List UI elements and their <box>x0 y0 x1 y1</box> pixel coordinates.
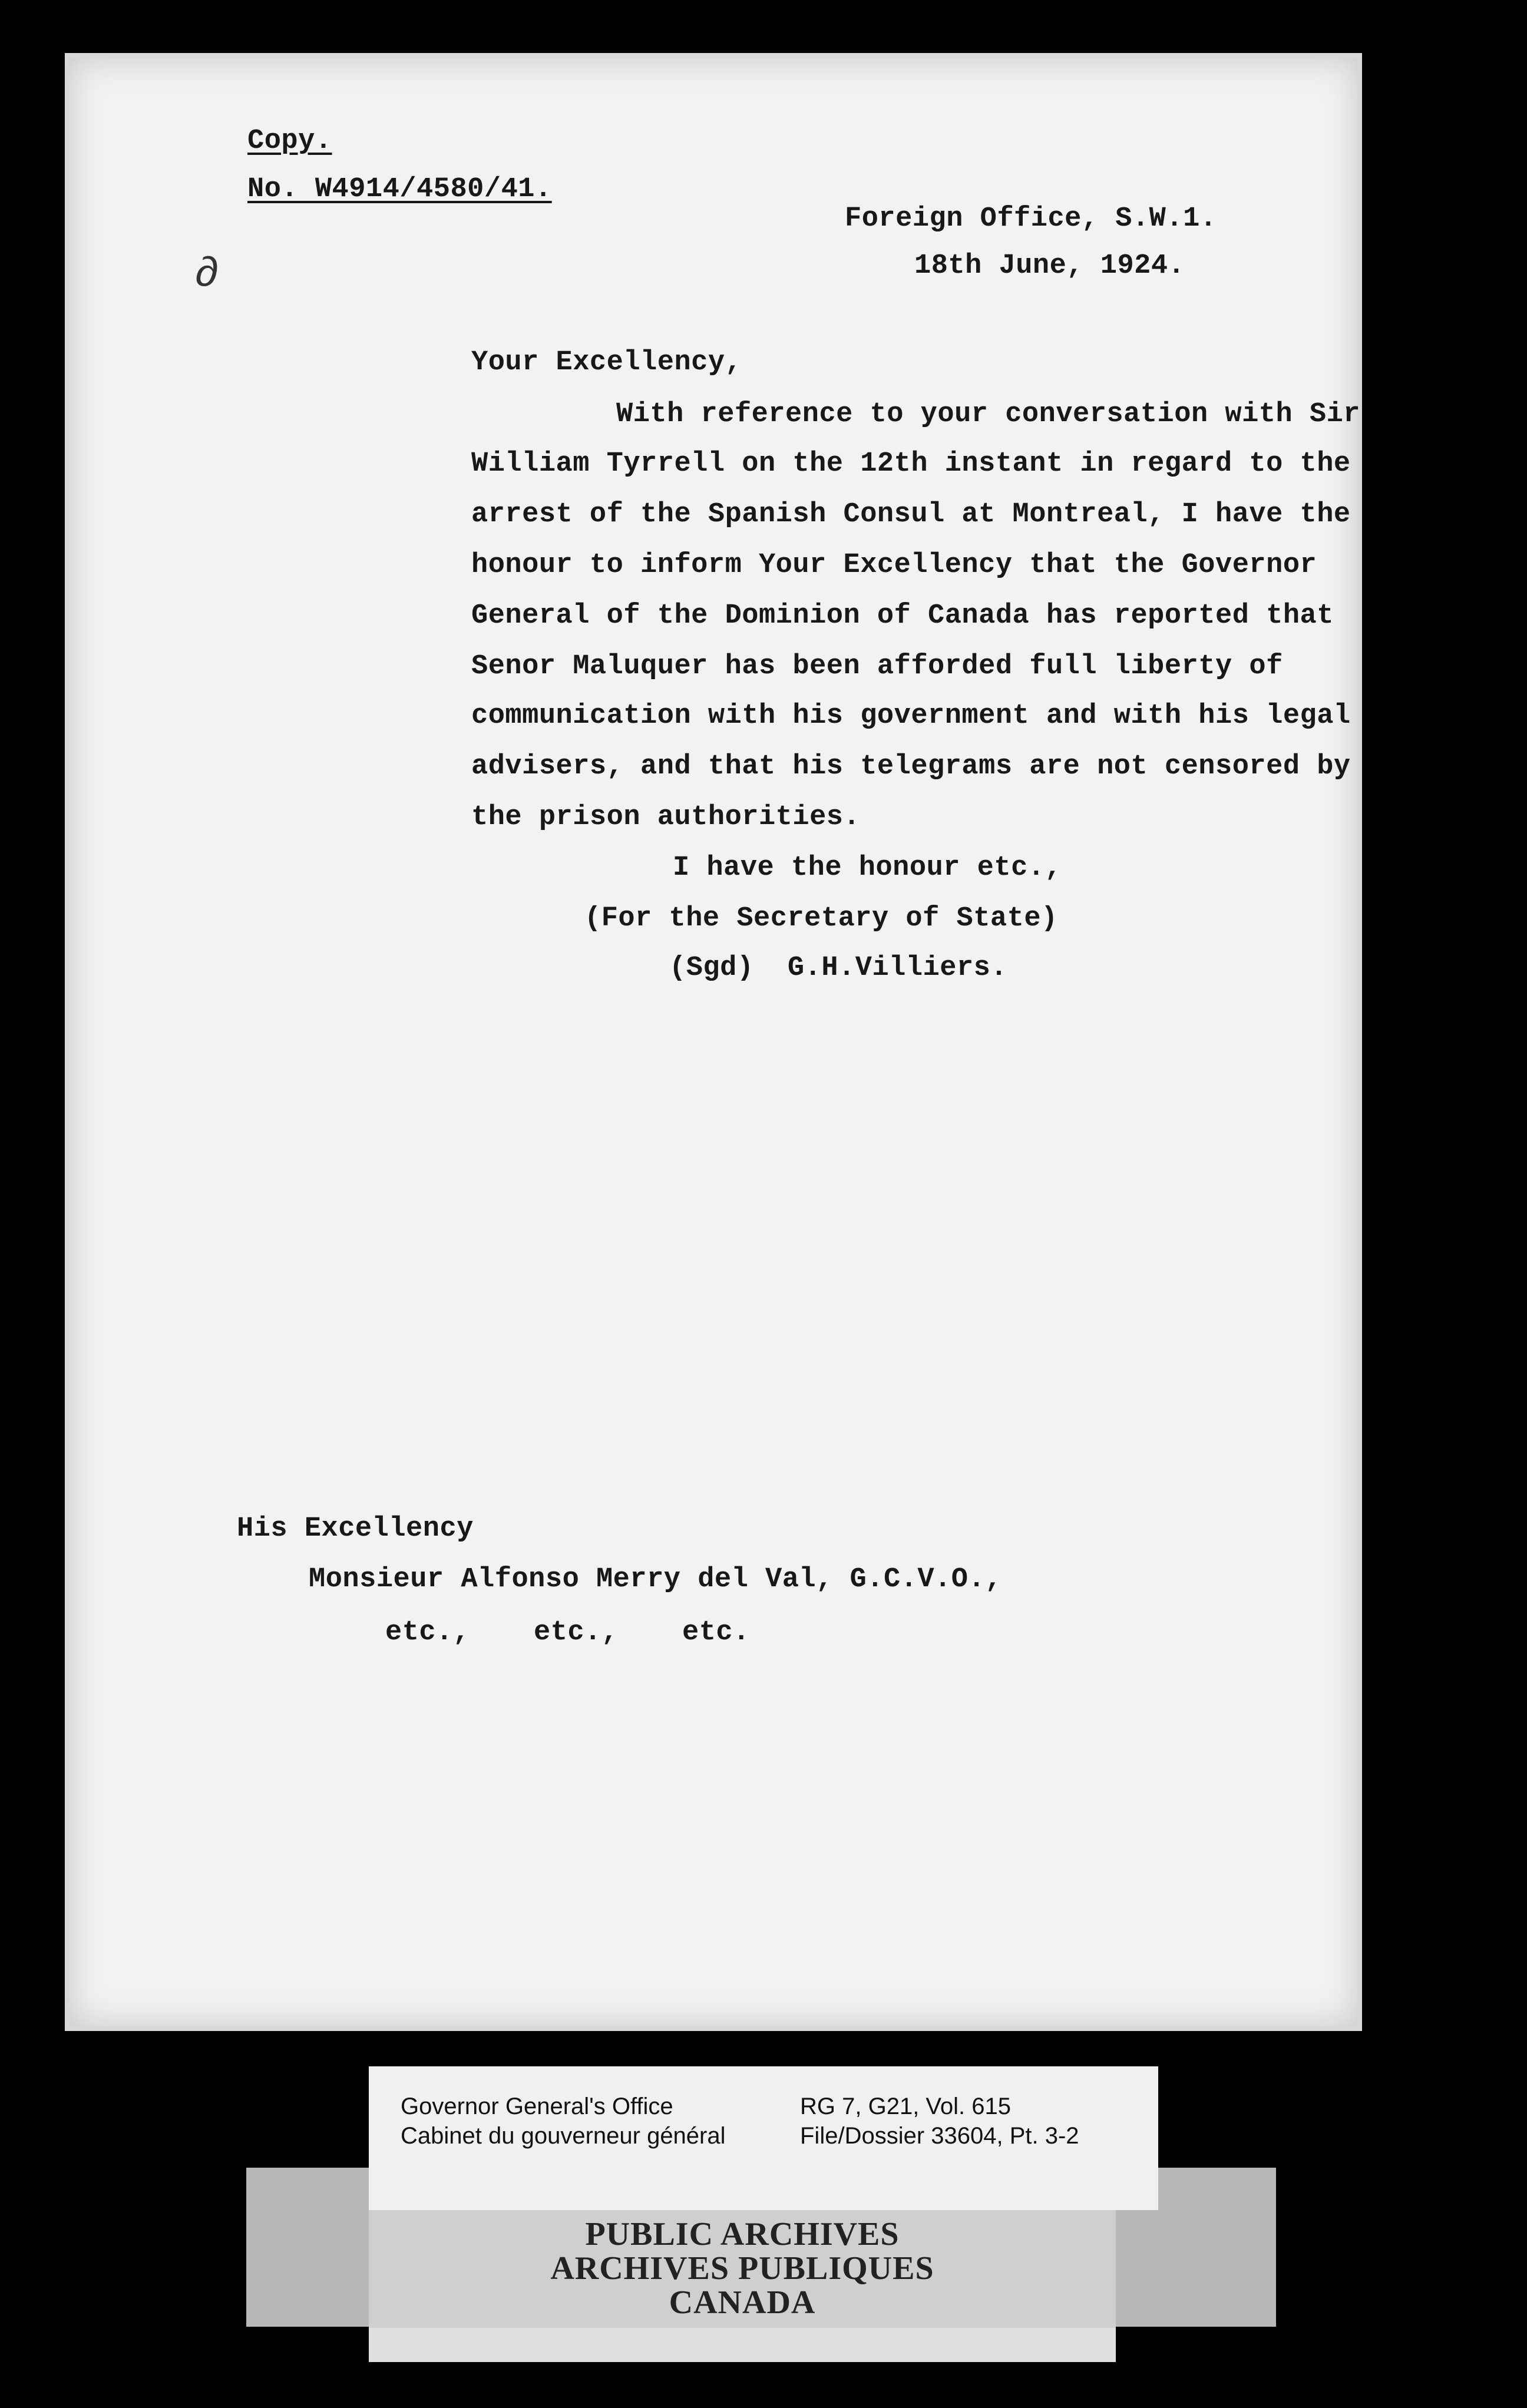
archive-label <box>369 2066 1158 2210</box>
signature: (Sgd) G.H.Villiers. <box>669 952 1008 984</box>
body-line: General of the Dominion of Canada has reported that <box>471 600 1334 631</box>
punch-mark-icon: ∂ <box>194 252 220 299</box>
archive-strip-front <box>369 2327 1116 2362</box>
body-line: William Tyrrell on the 12th instant in regard to the <box>471 448 1351 479</box>
letter-date: 18th June, 1924. <box>914 250 1185 282</box>
document-page <box>70 58 1361 2026</box>
body-line: advisers, and that his telegrams are not censored by <box>471 751 1351 782</box>
body-line: arrest of the Spanish Consul at Montreal, I have the <box>471 499 1351 530</box>
etc-2: etc., <box>534 1617 619 1648</box>
file-dossier: File/Dossier 33604, Pt. 3-2 <box>800 2123 1079 2149</box>
etc-3: etc. <box>682 1617 750 1648</box>
addressee-title: His Excellency <box>237 1513 474 1544</box>
archives-stamp <box>369 2210 1116 2328</box>
body-line: the prison authorities. <box>471 802 861 833</box>
office-address: Foreign Office, S.W.1. <box>845 203 1217 234</box>
copy-label: Copy. <box>247 125 332 157</box>
body-line: communication with his government and with his legal <box>471 700 1351 732</box>
addressee-name: Monsieur Alfonso Merry del Val, G.C.V.O., <box>309 1564 1002 1595</box>
office-fr: Cabinet du gouverneur général <box>401 2123 726 2149</box>
body-line: honour to inform Your Excellency that the Governor <box>471 550 1317 581</box>
record-group: RG 7, G21, Vol. 615 <box>800 2093 1011 2119</box>
reference-number: No. W4914/4580/41. <box>247 174 552 205</box>
stamp-line-2: ARCHIVES PUBLIQUES <box>550 2250 934 2287</box>
body-line: With reference to your conversation with Sir <box>616 399 1361 430</box>
office-en: Governor General's Office <box>401 2093 673 2119</box>
for-secretary: (For the Secretary of State) <box>584 903 1058 934</box>
closing: I have the honour etc., <box>673 852 1062 884</box>
body-line: Senor Maluquer has been afforded full liberty of <box>471 651 1283 682</box>
salutation: Your Excellency, <box>471 347 742 378</box>
stamp-line-3: CANADA <box>669 2284 816 2321</box>
etc-1: etc., <box>385 1617 470 1648</box>
stamp-line-1: PUBLIC ARCHIVES <box>585 2216 900 2252</box>
